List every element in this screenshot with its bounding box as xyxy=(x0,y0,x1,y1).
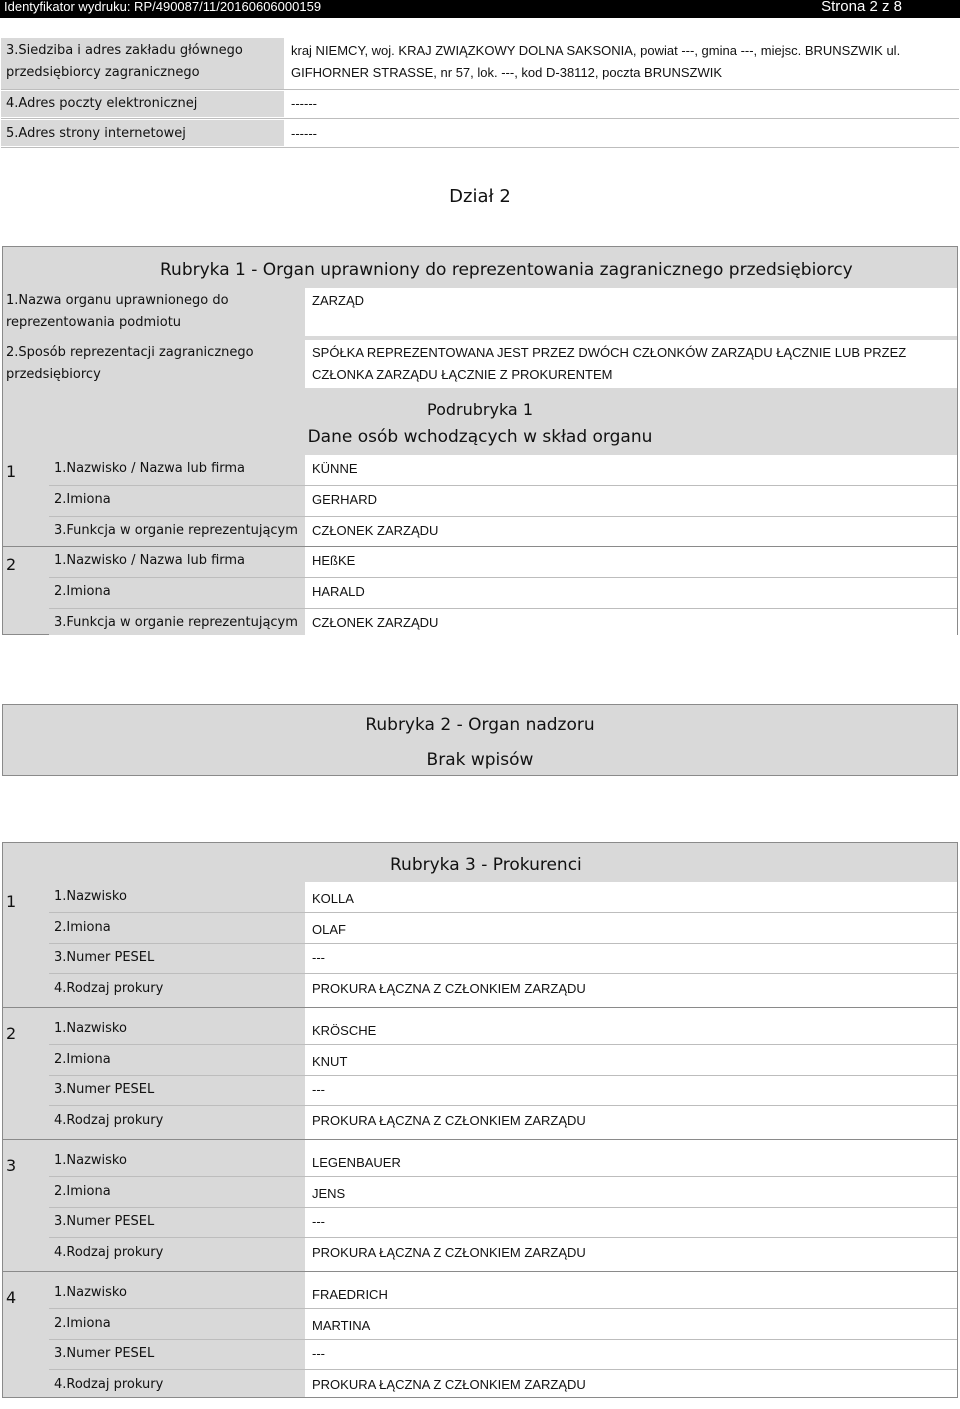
prokurent-label: 1.Nazwisko xyxy=(54,1021,127,1036)
field-1-value-cell xyxy=(305,288,957,336)
prokurent-value: PROKURA ŁĄCZNA Z CZŁONKIEM ZARZĄDU xyxy=(312,1377,586,1393)
divider xyxy=(49,1308,957,1309)
print-id: Identyfikator wydruku: RP/490087/11/20160606000159 xyxy=(4,0,322,14)
prokurent-number: 1 xyxy=(6,892,17,911)
print-header-bar xyxy=(0,0,960,18)
field-2-value-line-1: SPÓŁKA REPREZENTOWANA JEST PRZEZ DWÓCH CZŁONKÓW ZARZĄDU ŁĄCZNIE LUB PRZEZ xyxy=(312,345,907,360)
person-label-function: 3.Funkcja w organie reprezentującym xyxy=(54,523,298,538)
person-value-function: CZŁONEK ZARZĄDU xyxy=(312,615,439,630)
prokurent-label: 4.Rodzaj prokury xyxy=(54,1113,164,1129)
person-value-function: CZŁONEK ZARZĄDU xyxy=(312,523,439,538)
divider xyxy=(49,1237,957,1238)
prokurent-value: JENS xyxy=(312,1185,346,1201)
prokurent-label: 1.Nazwisko xyxy=(54,889,127,904)
divider xyxy=(49,1207,957,1208)
divider xyxy=(49,577,957,578)
person-value-names: GERHARD xyxy=(312,492,378,507)
prokurent-label: 2.Imiona xyxy=(54,1051,111,1067)
prokurent-value: --- xyxy=(312,1214,325,1230)
prokurent-number: 3 xyxy=(6,1156,17,1175)
divider xyxy=(2,1139,957,1140)
row-3-value-line-1: kraj NIEMCY, woj. KRAJ ZWIĄZKOWY DOLNA SAKSONIA, powiat ---, gmina ---, miejsc. BRUNSZWIK ul. xyxy=(291,43,901,58)
row-3-label-line-1: 3.Siedziba i adres zakładu głównego xyxy=(6,43,243,58)
prokurent-value: KOLLA xyxy=(312,891,354,906)
prokurent-label: 2.Imiona xyxy=(54,919,111,935)
divider xyxy=(1,147,959,148)
subsection-subtitle: Dane osób wchodzących w skład organu xyxy=(307,427,653,447)
prokurent-number: 2 xyxy=(6,1024,17,1043)
subsection-title: Podrubryka 1 xyxy=(427,400,533,419)
prokurent-label: 2.Imiona xyxy=(54,1183,111,1199)
prokurent-value: LEGENBAUER xyxy=(312,1155,401,1170)
divider xyxy=(2,1271,957,1272)
row-3-label-line-2: przedsiębiorcy zagranicznego xyxy=(6,65,200,80)
section-title: Dział 2 xyxy=(449,186,511,207)
row-4-label: 4.Adres poczty elektronicznej xyxy=(6,96,198,111)
divider xyxy=(49,1075,957,1076)
prokurent-label: 4.Rodzaj prokury xyxy=(54,981,164,997)
prokurent-label: 3.Numer PESEL xyxy=(54,1346,155,1362)
row-5-label: 5.Adres strony internetowej xyxy=(6,126,186,141)
prokurent-label: 4.Rodzaj prokury xyxy=(54,1377,164,1393)
person-value-surname: KÜNNE xyxy=(312,461,358,476)
field-2-label-line-2: przedsiębiorcy xyxy=(6,367,101,382)
divider xyxy=(49,485,957,486)
divider xyxy=(49,1369,957,1370)
divider xyxy=(49,912,957,913)
divider xyxy=(49,516,957,517)
person-value-surname: HEßKE xyxy=(312,553,356,568)
divider xyxy=(49,973,957,974)
divider xyxy=(2,1007,957,1008)
prokurent-value: PROKURA ŁĄCZNA Z CZŁONKIEM ZARZĄDU xyxy=(312,981,586,997)
rubryka-3-title: Rubryka 3 - Prokurenci xyxy=(390,855,582,875)
row-4-value: ------ xyxy=(291,96,317,111)
person-number: 1 xyxy=(6,462,17,481)
divider xyxy=(49,1176,957,1177)
prokurent-value: KRÖSCHE xyxy=(312,1023,377,1038)
prokurent-value: OLAF xyxy=(312,921,346,937)
prokurent-value: --- xyxy=(312,1346,325,1362)
person-label-names: 2.Imiona xyxy=(54,584,111,599)
rubryka-2-title: Rubryka 2 - Organ nadzoru xyxy=(365,715,595,735)
divider xyxy=(1,89,959,90)
person-label-function: 3.Funkcja w organie reprezentującym xyxy=(54,615,298,630)
prokurent-label: 1.Nazwisko xyxy=(54,1153,127,1168)
field-1-value: ZARZĄD xyxy=(312,293,364,308)
divider xyxy=(49,943,957,944)
field-1-label-line-2: reprezentowania podmiotu xyxy=(6,315,182,330)
field-1-label-line-1: 1.Nazwa organu uprawnionego do xyxy=(6,293,229,308)
prokurent-label: 3.Numer PESEL xyxy=(54,1082,155,1098)
prokurent-label: 1.Nazwisko xyxy=(54,1285,127,1300)
page-number: Strona 2 z 8 xyxy=(821,0,902,15)
row-3-value-line-2: GIFHORNER STRASSE, nr 57, lok. ---, kod D-38112, poczta BRUNSZWIK xyxy=(291,65,723,80)
prokurent-value: PROKURA ŁĄCZNA Z CZŁONKIEM ZARZĄDU xyxy=(312,1113,586,1129)
person-value-names: HARALD xyxy=(312,584,365,599)
person-number: 2 xyxy=(6,555,17,574)
divider xyxy=(49,608,957,609)
prokurent-value: PROKURA ŁĄCZNA Z CZŁONKIEM ZARZĄDU xyxy=(312,1245,586,1261)
prokurent-value: FRAEDRICH xyxy=(312,1287,388,1302)
divider xyxy=(2,546,957,547)
divider xyxy=(49,1339,957,1340)
rubryka-2-empty: Brak wpisów xyxy=(426,750,534,770)
divider xyxy=(49,1105,957,1106)
field-2-label-line-1: 2.Sposób reprezentacji zagranicznego xyxy=(6,345,254,360)
prokurent-value: KNUT xyxy=(312,1053,348,1069)
rubryka-1-title: Rubryka 1 - Organ uprawniony do reprezentowania zagranicznego przedsiębiorcy xyxy=(160,260,853,280)
divider xyxy=(1,118,959,119)
prokurent-value: --- xyxy=(312,950,325,966)
prokurent-value: MARTINA xyxy=(312,1317,371,1333)
person-label-surname: 1.Nazwisko / Nazwa lub firma xyxy=(54,461,246,476)
divider xyxy=(49,1044,957,1045)
row-5-value: ------ xyxy=(291,126,317,141)
prokurent-label: 4.Rodzaj prokury xyxy=(54,1245,164,1261)
prokurent-label: 3.Numer PESEL xyxy=(54,1214,155,1230)
person-label-surname: 1.Nazwisko / Nazwa lub firma xyxy=(54,553,246,568)
prokurent-label: 3.Numer PESEL xyxy=(54,950,155,966)
prokurent-value: --- xyxy=(312,1082,325,1098)
person-label-names: 2.Imiona xyxy=(54,492,111,507)
field-2-value-line-2: CZŁONKA ZARZĄDU ŁĄCZNIE Z PROKURENTEM xyxy=(312,367,613,382)
prokurent-label: 2.Imiona xyxy=(54,1315,111,1331)
prokurent-number: 4 xyxy=(6,1288,17,1307)
